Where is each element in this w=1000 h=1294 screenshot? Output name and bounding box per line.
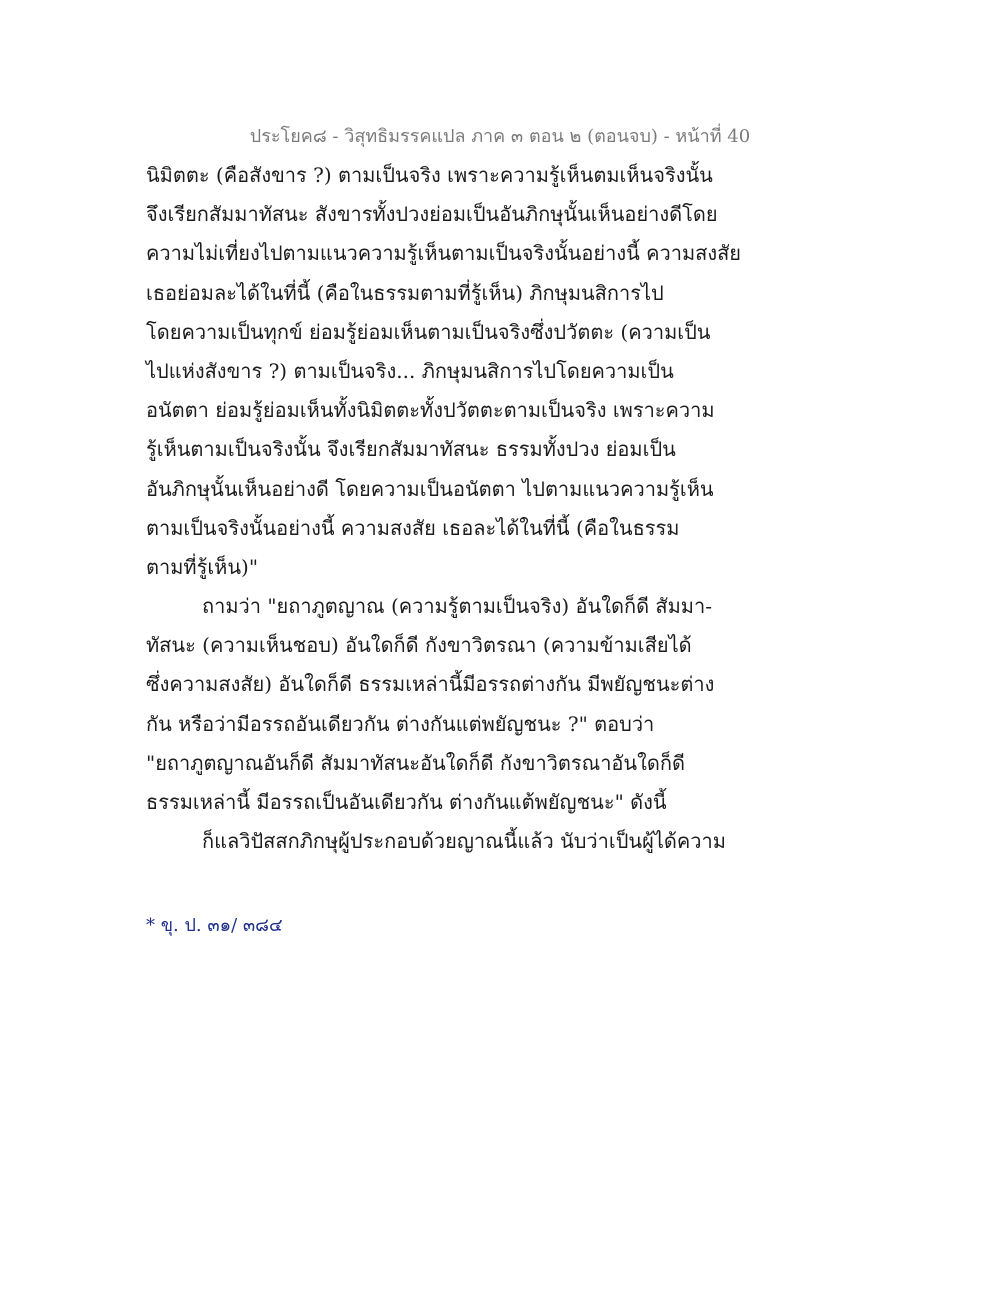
paragraph-start-line: ก็แลวิปัสสกภิกษุผู้ประกอบด้วยญาณนี้แล้ว นับว่าเป็นผู้ได้ความ <box>202 829 726 854</box>
text-line: ตามที่รู้เห็น)" <box>146 554 259 579</box>
text-line: ธรรมเหล่านี้ มีอรรถเป็นอันเดียวกัน ต่างกันแต้พยัญชนะ" ดังนี้ <box>146 790 667 814</box>
body-text <box>146 156 866 861</box>
footnote: * ขุ. ป. ๓๑/ ๓๘๔ <box>146 915 283 936</box>
paragraph-start-line: ถามว่า "ยถาภูตญาณ (ความรู้ตามเป็นจริง) อันใดก็ดี สัมมา- <box>202 594 712 619</box>
text-line: เธอย่อมละได้ในที่นี้ (คือในธรรมตามที่รู้เห็น) ภิกษุมนสิการไป <box>146 280 664 305</box>
text-line: รู้เห็นตามเป็นจริงนั้น จึงเรียกสัมมาทัสนะ ธรรมทั้งปวง ย่อมเป็น <box>146 437 676 462</box>
text-line: ซึ่งความสงสัย) อันใดก็ดี ธรรมเหล่านี้มีอรรถต่างกัน มีพยัญชนะต่าง <box>146 672 715 697</box>
text-line: กัน หรือว่ามีอรรถอันเดียวกัน ต่างกันแต่พยัญชนะ ?" ตอบว่า <box>146 711 655 736</box>
text-line: ความไม่เที่ยงไปตามแนวความรู้เห็นตามเป็นจริงนั้นอย่างนี้ ความสงสัย <box>146 241 742 266</box>
text-line: ไปแห่งสังขาร ?) ตามเป็นจริง... ภิกษุมนสิการไปโดยความเป็น <box>146 358 674 383</box>
text-line: ทัสนะ (ความเห็นชอบ) อันใดก็ดี กังขาวิตรณา (ความข้ามเสียได้ <box>146 633 692 658</box>
running-header: ประโยค๘ - วิสุทธิมรรคแปล ภาค ๓ ตอน ๒ (ตอนจบ) - หน้าที่ 40 <box>249 126 751 147</box>
text-line: อนัตตา ย่อมรู้ย่อมเห็นทั้งนิมิตตะทั้งปวัตตะตามเป็นจริง เพราะความ <box>146 398 715 423</box>
text-line: จึงเรียกสัมมาทัสนะ สังขารทั้งปวงย่อมเป็นอันภิกษุนั้นเห็นอย่างดีโดย <box>146 202 718 227</box>
text-line: นิมิตตะ (คือสังขาร ?) ตามเป็นจริง เพราะความรู้เห็นตมเห็นจริงนั้น <box>146 163 713 187</box>
text-line: "ยถาภูตญาณอันก็ดี สัมมาทัสนะอันใดก็ดี กังขาวิตรณาอันใดก็ดี <box>146 750 685 775</box>
text-line: โดยความเป็นทุกข์ ย่อมรู้ย่อมเห็นตามเป็นจริงซึ่งปวัตตะ (ความเป็น <box>146 319 711 344</box>
text-line: อันภิกษุนั้นเห็นอย่างดี โดยความเป็นอนัตตา ไปตามแนวความรู้เห็น <box>146 476 714 501</box>
text-line: ตามเป็นจริงนั้นอย่างนี้ ความสงสัย เธอละได้ในที่นี้ (คือในธรรม <box>146 515 680 540</box>
